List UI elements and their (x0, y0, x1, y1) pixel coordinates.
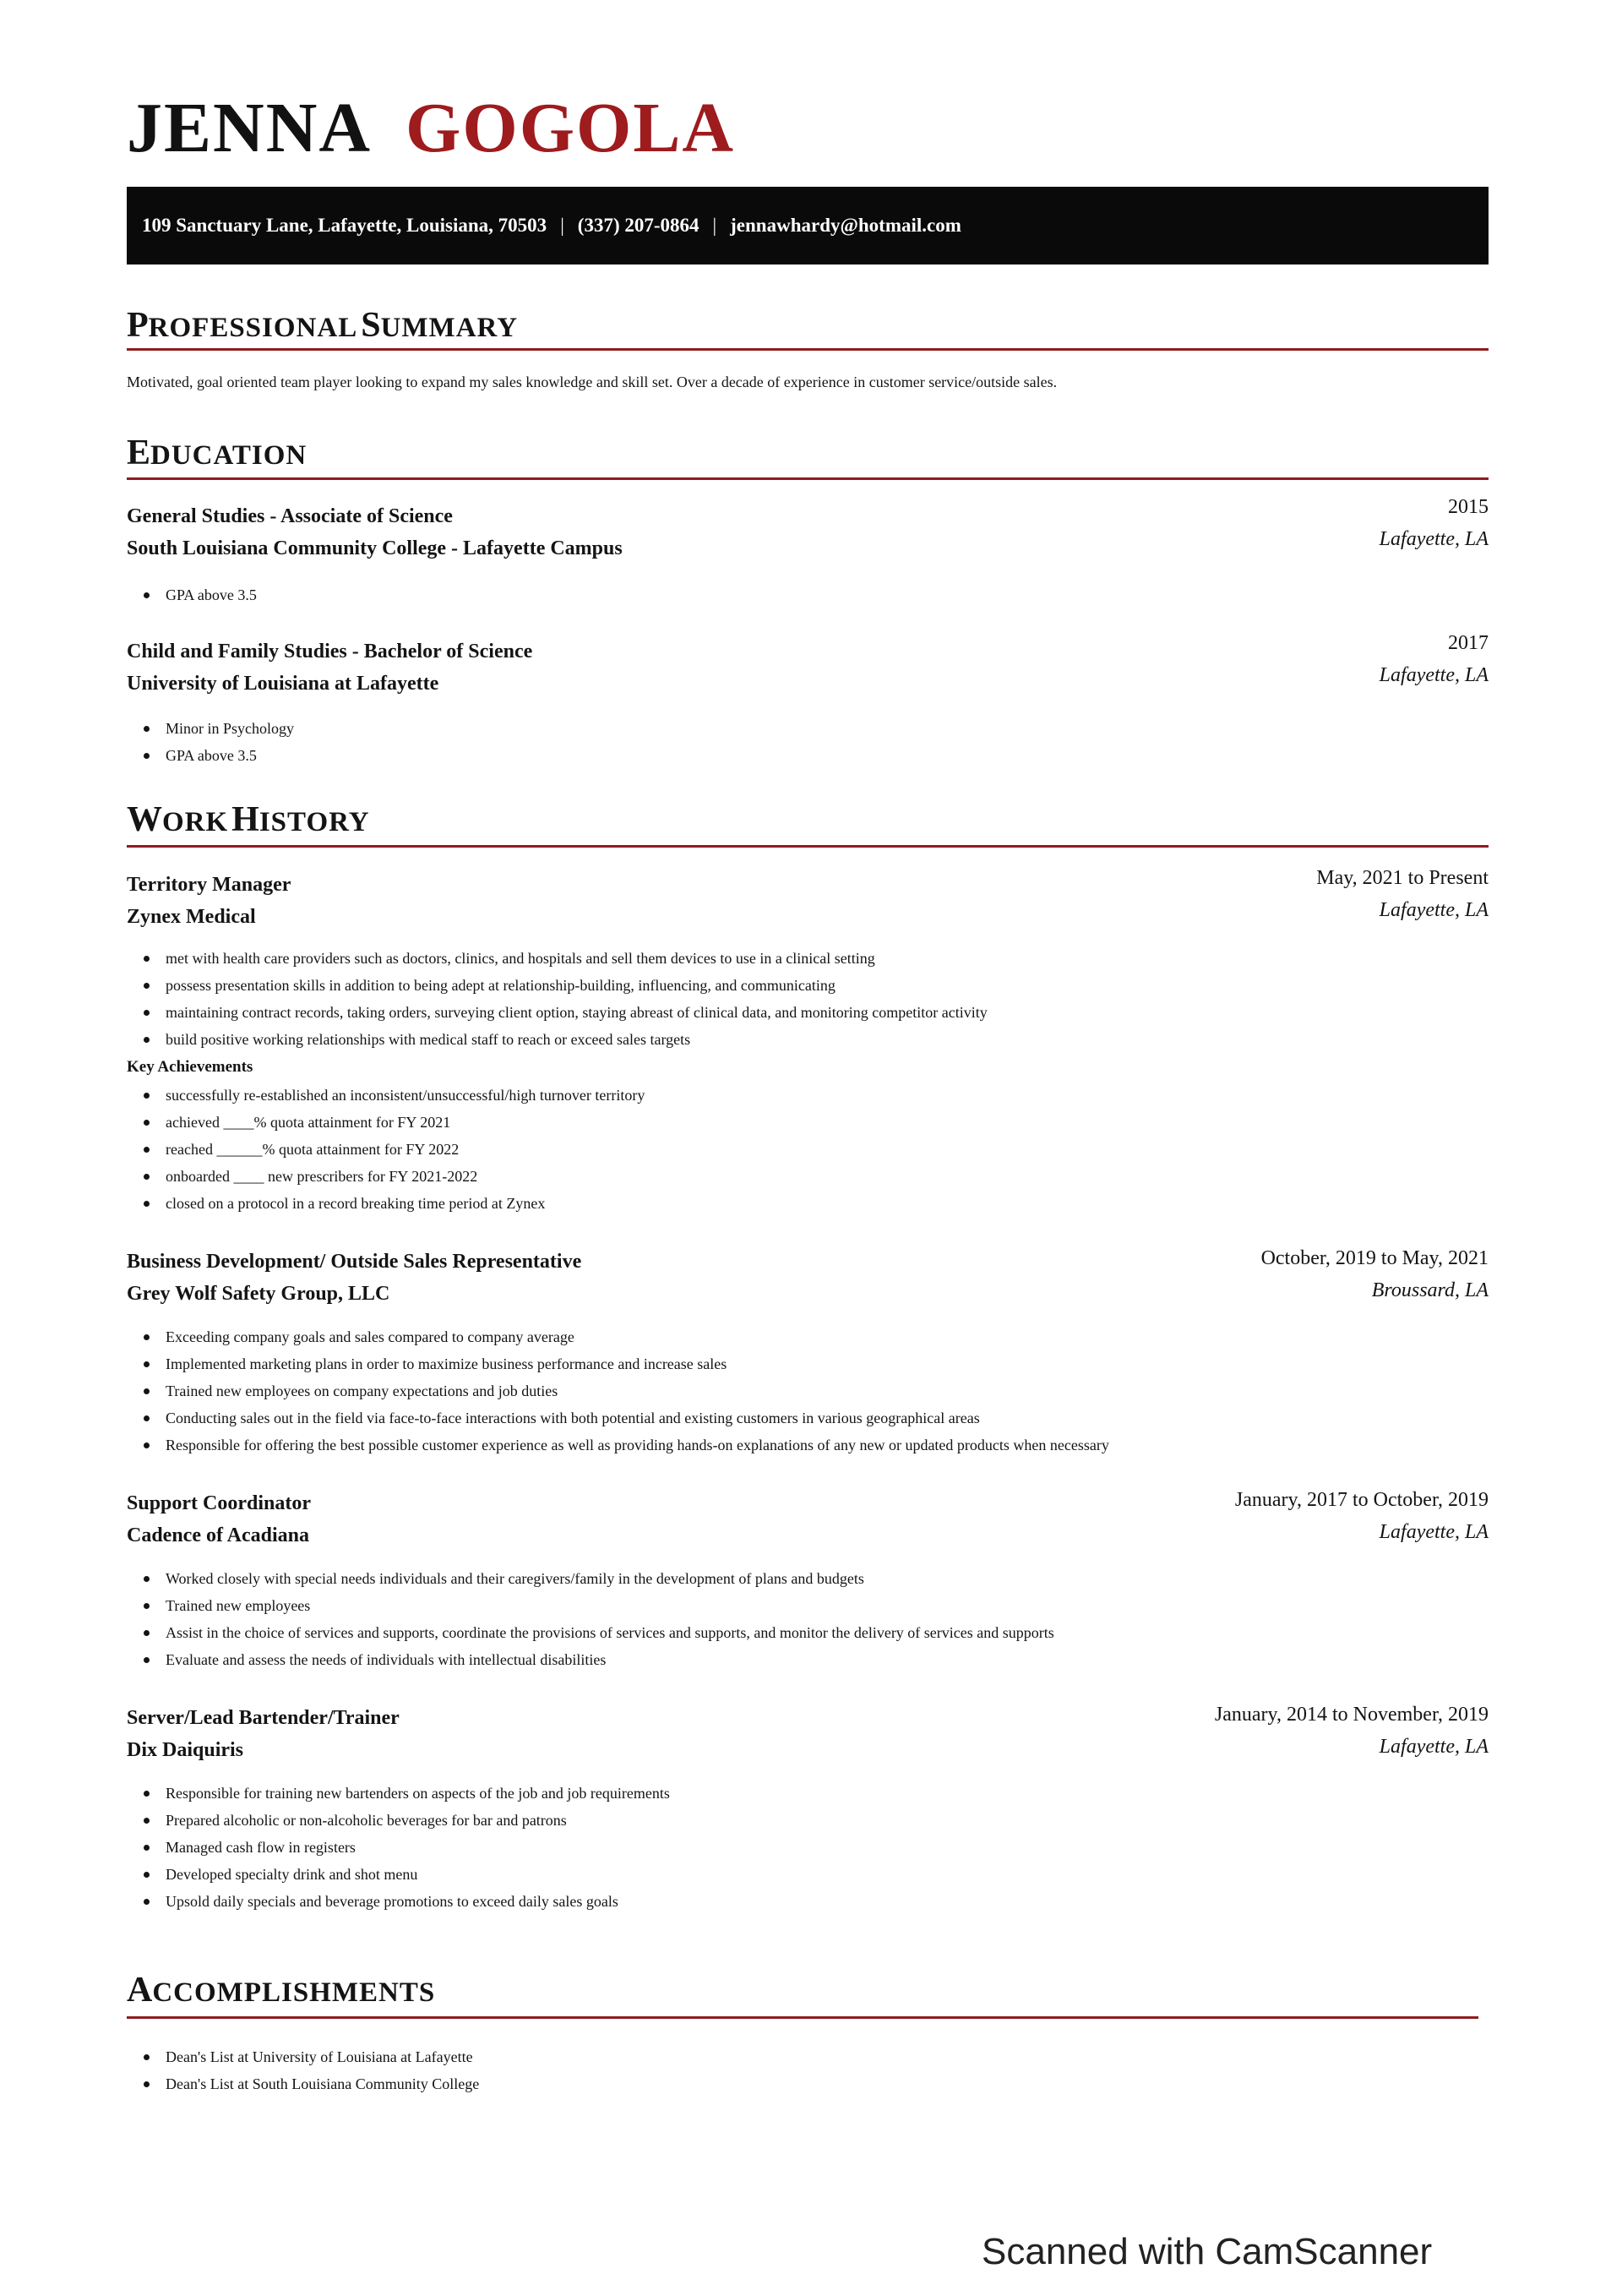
job-dates: January, 2017 to October, 2019 (1234, 1489, 1489, 1511)
bullet-icon (144, 1442, 150, 1448)
list-item: Exceeding company goals and sales compared to company average (144, 1323, 1109, 1350)
list-item: Responsible for training new bartenders on aspects of the job and job requirements (144, 1780, 670, 1807)
last-name: GOGOLA (406, 89, 736, 167)
bullet-icon (144, 592, 150, 598)
bullet-icon (144, 1093, 150, 1099)
section-title-work-history: WORK HISTORY (127, 800, 370, 839)
list-item: Prepared alcoholic or non-alcoholic beverages for bar and patrons (144, 1807, 670, 1834)
education-bullets (144, 581, 257, 608)
bullet-icon (144, 726, 150, 732)
section-title-professional-summary: PROFESSIONAL SUMMARY (127, 306, 519, 345)
section-divider (127, 2016, 1478, 2019)
job-company: Zynex Medical (127, 906, 256, 928)
section-divider (127, 845, 1489, 848)
list-item: met with health care providers such as doctors, clinics, and hospitals and sell them devices to use in a clinical setting (144, 945, 988, 972)
bullet-icon (144, 1657, 150, 1663)
contact-bar (127, 187, 1489, 265)
job-title: Territory Manager (127, 874, 291, 896)
bullet-icon (144, 956, 150, 962)
job-bullets (144, 1565, 1054, 1673)
candidate-name (127, 89, 736, 167)
education-year: 2015 (1448, 496, 1489, 518)
list-item: GPA above 3.5 (144, 742, 294, 769)
phone: (337) 207-0864 (577, 215, 699, 236)
list-item: Developed specialty drink and shot menu (144, 1861, 670, 1888)
bullet-icon (144, 1037, 150, 1043)
bullet-icon (144, 1630, 150, 1636)
section-title-accomplishments: ACCOMPLISHMENTS (127, 1971, 436, 2010)
list-item: successfully re-established an inconsistent/unsuccessful/high turnover territory (144, 1082, 645, 1109)
bullet-icon (144, 1174, 150, 1180)
separator: | (712, 215, 717, 236)
list-item: achieved ____% quota attainment for FY 2021 (144, 1109, 645, 1136)
list-item: Conducting sales out in the field via face-to-face interactions with both potential and existing customers in various geographical areas (144, 1404, 1109, 1432)
list-item: Assist in the choice of services and supports, coordinate the provisions of services and supports, and monitor the delivery of services and supports (144, 1619, 1054, 1646)
key-achievements-label: Key Achievements (127, 1058, 253, 1076)
list-item: closed on a protocol in a record breaking time period at Zynex (144, 1190, 645, 1217)
education-school: University of Louisiana at Lafayette (127, 673, 439, 695)
first-name: JENNA (127, 89, 373, 167)
bullet-icon (144, 1388, 150, 1394)
education-location: Lafayette, LA (1379, 664, 1489, 686)
list-item: Dean's List at South Louisiana Community College (144, 2070, 479, 2097)
bullet-icon (144, 1791, 150, 1797)
list-item: Worked closely with special needs individuals and their caregivers/family in the development of plans and budgets (144, 1565, 1054, 1592)
accomplishments-list (144, 2043, 479, 2097)
section-title-education: EDUCATION (127, 434, 308, 472)
list-item: Dean's List at University of Louisiana at Lafayette (144, 2043, 479, 2070)
bullet-icon (144, 1576, 150, 1582)
job-title: Business Development/ Outside Sales Representative (127, 1251, 582, 1273)
section-divider (127, 348, 1489, 351)
bullet-icon (144, 1818, 150, 1824)
job-location: Broussard, LA (1371, 1279, 1489, 1301)
summary-text: Motivated, goal oriented team player looking to expand my sales knowledge and skill set. Over a decade of experience in customer service/outside sales. (127, 374, 1058, 390)
list-item: build positive working relationships with medical staff to reach or exceed sales targets (144, 1026, 988, 1053)
list-item: Minor in Psychology (144, 715, 294, 742)
job-dates: May, 2021 to Present (1316, 867, 1489, 889)
job-location: Lafayette, LA (1379, 1736, 1489, 1758)
job-company: Cadence of Acadiana (127, 1524, 309, 1546)
education-year: 2017 (1448, 632, 1489, 654)
bullet-icon (144, 1334, 150, 1340)
list-item: reached ______% quota attainment for FY 2022 (144, 1136, 645, 1163)
bullet-icon (144, 1415, 150, 1421)
job-bullets (144, 1780, 670, 1915)
bullet-icon (144, 1899, 150, 1905)
education-location: Lafayette, LA (1379, 528, 1489, 550)
list-item: possess presentation skills in addition to being adept at relationship-building, influencing, and communicating (144, 972, 988, 999)
education-bullets (144, 715, 294, 769)
list-item: onboarded ____ new prescribers for FY 2021-2022 (144, 1163, 645, 1190)
job-location: Lafayette, LA (1379, 1521, 1489, 1543)
bullet-icon (144, 2081, 150, 2087)
list-item: Implemented marketing plans in order to maximize business performance and increase sales (144, 1350, 1109, 1377)
bullet-icon (144, 1120, 150, 1126)
education-school: South Louisiana Community College - Lafayette Campus (127, 537, 623, 559)
bullet-icon (144, 1361, 150, 1367)
bullet-icon (144, 1872, 150, 1878)
list-item: maintaining contract records, taking orders, surveying client option, staying abreast of clinical data, and monitoring competitor activity (144, 999, 988, 1026)
bullet-icon (144, 1845, 150, 1851)
job-location: Lafayette, LA (1379, 899, 1489, 921)
list-item: Evaluate and assess the needs of individuals with intellectual disabilities (144, 1646, 1054, 1673)
camscanner-watermark: Scanned with CamScanner (982, 2231, 1433, 2272)
section-divider (127, 477, 1489, 480)
education-degree: General Studies - Associate of Science (127, 505, 453, 527)
job-bullets (144, 1323, 1109, 1459)
job-company: Grey Wolf Safety Group, LLC (127, 1283, 390, 1305)
address: 109 Sanctuary Lane, Lafayette, Louisiana, 70503 (142, 215, 547, 236)
bullet-icon (144, 753, 150, 759)
email: jennawhardy@hotmail.com (730, 215, 961, 236)
job-bullets (144, 945, 988, 1053)
key-achievements-list (144, 1082, 645, 1217)
bullet-icon (144, 2054, 150, 2060)
list-item: Managed cash flow in registers (144, 1834, 670, 1861)
list-item: Responsible for offering the best possible customer experience as well as providing hands-on explanations of any new or updated products when necessary (144, 1432, 1109, 1459)
job-title: Support Coordinator (127, 1492, 312, 1514)
bullet-icon (144, 983, 150, 989)
bullet-icon (144, 1603, 150, 1609)
education-degree: Child and Family Studies - Bachelor of Science (127, 641, 533, 663)
job-company: Dix Daiquiris (127, 1739, 244, 1761)
bullet-icon (144, 1201, 150, 1207)
job-title: Server/Lead Bartender/Trainer (127, 1707, 400, 1729)
job-dates: October, 2019 to May, 2021 (1260, 1247, 1489, 1269)
bullet-icon (144, 1010, 150, 1016)
list-item: GPA above 3.5 (144, 581, 257, 608)
list-item: Trained new employees (144, 1592, 1054, 1619)
bullet-icon (144, 1147, 150, 1153)
list-item: Trained new employees on company expectations and job duties (144, 1377, 1109, 1404)
job-dates: January, 2014 to November, 2019 (1214, 1704, 1489, 1726)
list-item: Upsold daily specials and beverage promotions to exceed daily sales goals (144, 1888, 670, 1915)
separator: | (560, 215, 564, 236)
